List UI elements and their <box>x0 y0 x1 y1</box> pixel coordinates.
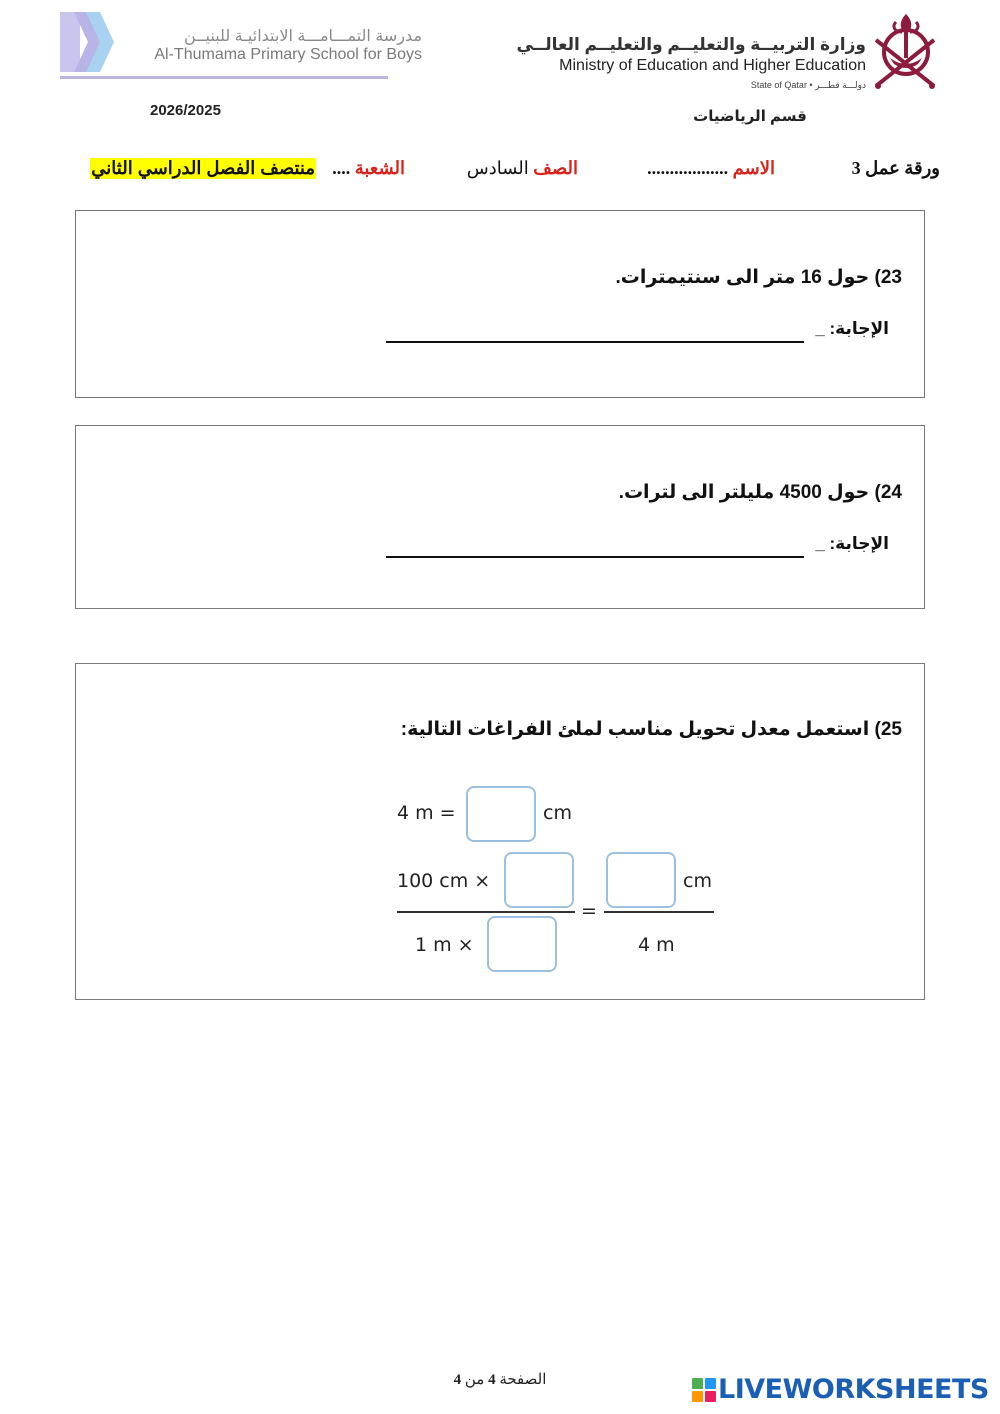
left-fraction-bar <box>397 911 575 913</box>
grade-value: السادس <box>466 158 529 178</box>
term-label: منتصف الفصل الدراسي الثاني <box>91 158 315 178</box>
eq-right-denominator: 4 m <box>638 934 675 956</box>
liveworksheets-logo[interactable] <box>692 1374 992 1406</box>
grade-label: الصف <box>533 158 578 178</box>
blank-cm-value[interactable] <box>466 786 536 842</box>
academic-year: 2026/2025 <box>150 102 221 119</box>
department-title: قسم الرياضيات <box>693 108 807 125</box>
section-label: الشعبة <box>354 158 405 178</box>
liveworksheets-icon <box>692 1378 716 1402</box>
name-label: الاسم <box>732 158 775 178</box>
eq-line1-unit: cm <box>543 802 572 824</box>
right-fraction-bar <box>604 911 714 913</box>
ministry-logo <box>516 8 950 98</box>
question-23-text: 23) حول 16 متر الى سنتيمترات. <box>615 267 902 288</box>
question-25-text: 25) استعمل معدل تحويل مناسب لملئ الفراغات التالية: <box>400 719 902 740</box>
section-field <box>332 158 405 179</box>
question-24-answer-line[interactable] <box>386 556 804 558</box>
eq-right-unit: cm <box>683 870 712 892</box>
qatar-emblem-icon <box>870 10 940 92</box>
page-separator: من <box>464 1372 485 1388</box>
worksheet-info-row <box>80 155 940 185</box>
question-23-box <box>75 210 925 398</box>
page-current: 4 <box>488 1372 496 1388</box>
school-name-arabic: مدرسة التمـــامـــة الابتدائيـة للبنيــن <box>183 28 422 45</box>
eq-equals: = <box>581 900 597 922</box>
liveworksheets-wordmark: LIVEWORKSHEETS <box>718 1374 989 1405</box>
ministry-name-arabic: وزارة التربيــة والتعليــم والتعليــم العالــي <box>516 35 866 54</box>
state-label: State of Qatar • دولـــة قطـــر <box>750 80 866 90</box>
question-23-answer-label: الإجابة: _ <box>815 319 889 338</box>
school-chevron-icon <box>60 12 118 72</box>
question-24-box <box>75 425 925 609</box>
school-logo <box>60 12 422 84</box>
page-prefix: الصفحة <box>499 1372 547 1388</box>
page-total: 4 <box>453 1372 462 1388</box>
blank-denominator[interactable] <box>487 916 557 972</box>
ministry-name-english: Ministry of Education and Higher Education <box>559 57 866 74</box>
section-value[interactable]: .... <box>332 158 351 178</box>
eq-numerator-left: 100 cm × <box>397 870 491 892</box>
eq-line1-left: 4 m = <box>397 802 456 824</box>
name-value[interactable]: .................. <box>647 158 729 178</box>
school-logo-underline <box>60 76 388 79</box>
grade-field <box>467 158 578 179</box>
question-24-text: 24) حول 4500 مليلتر الى لترات. <box>618 482 902 503</box>
question-23-answer-line[interactable] <box>386 341 804 343</box>
question-25-box <box>75 663 925 1000</box>
blank-numerator[interactable] <box>504 852 574 908</box>
question-24-answer-label: الإجابة: _ <box>815 534 889 553</box>
name-field <box>647 158 775 179</box>
blank-right-numerator[interactable] <box>606 852 676 908</box>
school-name-english: Al-Thumama Primary School for Boys <box>154 46 422 63</box>
eq-denominator-left: 1 m × <box>415 934 474 956</box>
page-number <box>400 1370 600 1389</box>
worksheet-title: ورقة عمل 3 <box>851 158 940 178</box>
